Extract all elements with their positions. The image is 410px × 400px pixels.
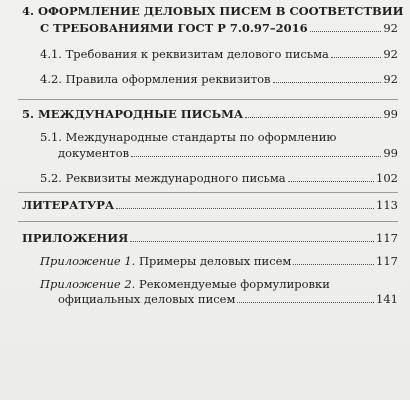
- toc-chapter-4-line2-row: [40, 21, 398, 35]
- toc-page-number: 92: [383, 21, 398, 35]
- toc-page-number: 117: [376, 254, 398, 268]
- toc-appendix-2-line2: официальных деловых писем: [58, 292, 236, 306]
- toc-appendix-label: [40, 254, 291, 268]
- leader-dots: [293, 264, 374, 265]
- toc-chapter-4: [22, 4, 404, 19]
- toc-chapter-4-line2: С ТРЕБОВАНИЯМИ ГОСТ Р 7.0.97–2016: [40, 21, 308, 35]
- appendix-prefix: Приложение 2.: [40, 277, 136, 291]
- leader-dots: [310, 31, 382, 32]
- leader-dots: [130, 241, 374, 242]
- toc-literature: [22, 198, 398, 212]
- divider: [18, 192, 398, 193]
- leader-dots: [331, 57, 381, 58]
- toc-page-number: 92: [383, 47, 398, 61]
- toc-section-5-1-line2-row: [58, 146, 398, 160]
- toc-appendix-2: [40, 277, 398, 292]
- toc-page-number: 99: [383, 107, 398, 121]
- toc-page-number: 99: [383, 146, 398, 160]
- appendix-title: Рекомендуемые формулировки: [135, 277, 330, 291]
- toc-page-number: 102: [376, 171, 398, 185]
- leader-dots: [273, 82, 382, 83]
- toc-section-label: 5.2. Реквизиты международного письма: [40, 171, 286, 185]
- toc-section-label: 4.1. Требования к реквизитам делового письма: [40, 47, 329, 61]
- toc-section-label: 4.2. Правила оформления реквизитов: [40, 72, 271, 86]
- toc-section-5-1-line2: документов: [58, 146, 130, 160]
- leader-dots: [237, 302, 374, 303]
- toc-appendices: [22, 231, 398, 245]
- toc-appendix-2-line2-row: [58, 292, 398, 306]
- toc-appendix-2-line1: [40, 277, 398, 292]
- toc-page-number: 92: [383, 72, 398, 86]
- toc-page-number: 113: [376, 198, 398, 212]
- toc-chapter-5: [22, 107, 398, 121]
- toc-chapter-label: ПРИЛОЖЕНИЯ: [22, 231, 129, 245]
- appendix-title: Примеры деловых писем: [135, 254, 292, 268]
- toc-page-number: 141: [376, 292, 398, 306]
- toc-chapter-4-line1: 4. ОФОРМЛЕНИЕ ДЕЛОВЫХ ПИСЕМ В СООТВЕТСТВИИ: [22, 4, 404, 18]
- leader-dots: [116, 208, 374, 209]
- toc-section-5-2: [40, 171, 398, 185]
- divider: [18, 99, 398, 100]
- toc-section-4-2: [40, 72, 398, 86]
- toc-chapter-label: ЛИТЕРАТУРА: [22, 198, 115, 212]
- toc-chapter-label: 5. МЕЖДУНАРОДНЫЕ ПИСЬМА: [22, 107, 244, 121]
- leader-dots: [131, 156, 381, 157]
- leader-dots: [245, 117, 381, 118]
- leader-dots: [288, 181, 374, 182]
- appendix-prefix: Приложение 1.: [40, 254, 136, 268]
- toc-appendix-1: [40, 254, 398, 268]
- toc-page-number: 117: [376, 231, 398, 245]
- toc-section-5-1-line1: 5.1. Международные стандарты по оформлению: [40, 130, 337, 144]
- toc-section-4-1: [40, 47, 398, 61]
- toc-section-5-1: [40, 130, 398, 145]
- divider: [18, 221, 398, 222]
